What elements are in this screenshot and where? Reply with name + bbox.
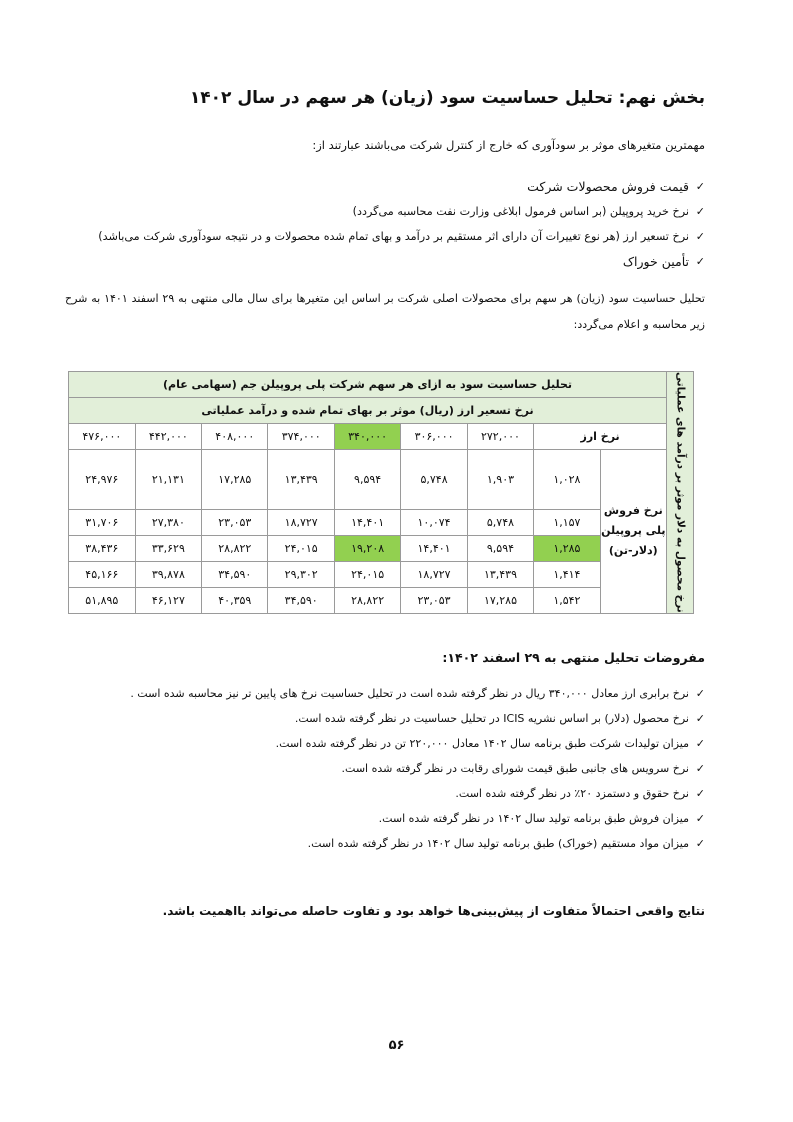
assumptions-list: [130, 681, 705, 856]
check-icon: ✓: [695, 230, 705, 243]
check-icon: ✓: [695, 737, 705, 750]
table-row: [69, 509, 694, 535]
list-item-text: میزان مواد مستقیم (خوراک) طبق برنامه تولید سال ۱۴۰۲ در نظر گرفته شده است.: [307, 837, 689, 850]
table-header-subtitle: نرخ تسعیر ارز (ریال) موثر بر بهای تمام شده و درآمد عملیاتی: [69, 398, 667, 424]
value-cell: ۳۱,۷۰۶: [69, 509, 136, 535]
value-cell: ۱۰,۰۷۴: [401, 509, 467, 535]
value-cell: ۳۴,۵۹۰: [268, 587, 334, 613]
check-icon: ✓: [695, 180, 705, 193]
intro-text: مهمترین متغیرهای موثر بر سودآوری که خارج از کنترل شرکت می‌باشند عبارتند از:: [312, 138, 705, 152]
value-cell: ۱۷,۲۸۵: [467, 587, 533, 613]
product-price-label: نرخ فروش پلی پروپیلن (دلار-تن): [600, 450, 666, 614]
fx-rate-cell: ۲۷۲,۰۰۰: [467, 424, 533, 450]
value-cell: ۵,۷۴۸: [401, 450, 467, 510]
value-cell: ۹,۵۹۴: [334, 450, 400, 510]
list-item: [130, 756, 705, 781]
sensitivity-table-wrapper: [68, 371, 694, 613]
table-row: [69, 587, 694, 613]
price-cell: ۱,۱۵۷: [534, 509, 600, 535]
value-cell: ۲۸,۸۲۲: [202, 535, 268, 561]
list-item-text: میزان فروش طبق برنامه تولید سال ۱۴۰۲ در نظر گرفته شده است.: [378, 812, 689, 825]
side-label: نرخ محصول به دلار موثر بر درآمد های عملیاتی: [674, 372, 687, 613]
value-cell: ۳۴,۵۹۰: [202, 561, 268, 587]
list-item-text: نرخ برابری ارز معادل ۳۴۰,۰۰۰ ریال در نظر گرفته شده است در تحلیل حساسیت نرخ های پایین تر نیز محاسبه شده است .: [130, 687, 689, 700]
list-item-text: نرخ سرویس های جانبی طبق قیمت شورای رقابت در نظر گرفته شده است.: [341, 762, 689, 775]
list-item-text: قیمت فروش محصولات شرکت: [527, 179, 689, 194]
value-cell: ۴۶,۱۲۷: [135, 587, 201, 613]
list-item: [130, 806, 705, 831]
fx-rate-label: نرخ ارز: [534, 424, 667, 450]
assumptions-title: مفروضات تحلیل منتهی به ۲۹ اسفند ۱۴۰۲:: [442, 650, 705, 665]
fx-rate-cell: ۳۰۶,۰۰۰: [401, 424, 467, 450]
value-cell: ۴۰,۳۵۹: [202, 587, 268, 613]
list-item: [130, 731, 705, 756]
sensitivity-table: [68, 371, 694, 614]
list-item-text: نرخ محصول (دلار) بر اساس نشریه ICIS در تحلیل حساسیت در نظر گرفته شده است.: [294, 712, 689, 725]
value-cell: ۱۳,۴۳۹: [268, 450, 334, 510]
list-item: [98, 174, 705, 199]
conclusion-text: نتایج واقعی احتمالاً متفاوت از پیش‌بینی‌ها خواهد بود و تفاوت حاصله می‌تواند بااهمیت باشد.: [162, 904, 705, 918]
check-icon: ✓: [695, 687, 705, 700]
value-cell: ۲۳,۰۵۳: [202, 509, 268, 535]
list-item-text: میزان تولیدات شرکت طبق برنامه سال ۱۴۰۲ معادل ۲۲۰,۰۰۰ تن در نظر گرفته شده است.: [275, 737, 689, 750]
list-item: [130, 706, 705, 731]
value-cell: ۱۷,۲۸۵: [202, 450, 268, 510]
list-item-text: نرخ تسعیر ارز (هر نوع تغییرات آن دارای اثر مستقیم بر درآمد و بهای تمام شده محصولات و در نتیجه سودآوری شرکت می‌باشد): [98, 230, 689, 243]
table-header-title: تحلیل حساسیت سود به ازای هر سهم شرکت پلی پروپیلن جم (سهامی عام): [69, 372, 667, 398]
fx-rate-cell: ۳۷۴,۰۰۰: [268, 424, 334, 450]
page-number: ۵۶: [388, 1038, 405, 1053]
side-label-cell: [667, 372, 694, 614]
value-cell: ۳۹,۸۷۸: [135, 561, 201, 587]
list-item: [98, 249, 705, 274]
table-row: [69, 535, 694, 561]
check-icon: ✓: [695, 762, 705, 775]
value-cell: ۴۵,۱۶۶: [69, 561, 136, 587]
price-cell: ۱,۴۱۴: [534, 561, 600, 587]
value-cell: ۲۷,۳۸۰: [135, 509, 201, 535]
value-cell: ۲۳,۰۵۳: [401, 587, 467, 613]
fx-rate-cell: ۴۷۶,۰۰۰: [69, 424, 136, 450]
value-cell: ۱۴,۴۰۱: [334, 509, 400, 535]
price-cell-highlighted: ۱,۲۸۵: [534, 535, 600, 561]
table-row: [69, 450, 694, 510]
price-cell: ۱,۵۴۲: [534, 587, 600, 613]
value-cell: ۲۴,۹۷۶: [69, 450, 136, 510]
check-icon: ✓: [695, 205, 705, 218]
table-row: [69, 561, 694, 587]
value-cell: ۲۴,۰۱۵: [334, 561, 400, 587]
list-item: [130, 681, 705, 706]
value-cell: ۵,۷۴۸: [467, 509, 533, 535]
value-cell: ۵۱,۸۹۵: [69, 587, 136, 613]
list-item-text: نرخ خرید پروپیلن (بر اساس فرمول ابلاغی وزارت نفت محاسبه می‌گردد): [352, 205, 689, 218]
check-icon: ✓: [695, 255, 705, 268]
value-cell: ۹,۵۹۴: [467, 535, 533, 561]
fx-rate-cell-highlighted: ۳۴۰,۰۰۰: [334, 424, 400, 450]
list-item-text: تأمین خوراک: [622, 254, 689, 269]
fx-rate-cell: ۴۴۲,۰۰۰: [135, 424, 201, 450]
value-cell: ۳۸,۴۳۶: [69, 535, 136, 561]
check-icon: ✓: [695, 837, 705, 850]
list-item-text: نرخ حقوق و دستمزد ۲۰٪ در نظر گرفته شده است.: [455, 787, 689, 800]
value-cell: ۳۳,۶۲۹: [135, 535, 201, 561]
value-cell: ۱۳,۴۳۹: [467, 561, 533, 587]
value-cell: ۱,۹۰۳: [467, 450, 533, 510]
check-icon: ✓: [695, 787, 705, 800]
list-item: [98, 224, 705, 249]
value-cell: ۱۸,۷۲۷: [268, 509, 334, 535]
value-cell: ۲۸,۸۲۲: [334, 587, 400, 613]
value-cell: ۲۹,۳۰۲: [268, 561, 334, 587]
check-icon: ✓: [695, 712, 705, 725]
check-icon: ✓: [695, 812, 705, 825]
price-cell: ۱,۰۲۸: [534, 450, 600, 510]
value-cell: ۱۸,۷۲۷: [401, 561, 467, 587]
section-title: بخش نهم: تحلیل حساسیت سود (زیان) هر سهم در سال ۱۴۰۲: [189, 88, 705, 108]
list-item: [130, 831, 705, 856]
list-item: [98, 199, 705, 224]
list-item: [130, 781, 705, 806]
value-cell-highlighted: ۱۹,۲۰۸: [334, 535, 400, 561]
factors-list: [98, 174, 705, 274]
value-cell: ۲۴,۰۱۵: [268, 535, 334, 561]
value-cell: ۱۴,۴۰۱: [401, 535, 467, 561]
fx-rate-cell: ۴۰۸,۰۰۰: [202, 424, 268, 450]
value-cell: ۲۱,۱۳۱: [135, 450, 201, 510]
description-paragraph: تحلیل حساسیت سود (زیان) هر سهم برای محصولات اصلی شرکت بر اساس این متغیرها برای سال مالی منتهی به ۲۹ اسفند ۱۴۰۱ به شرح زیر محاسبه و اعلام می‌گردد:: [65, 292, 705, 331]
